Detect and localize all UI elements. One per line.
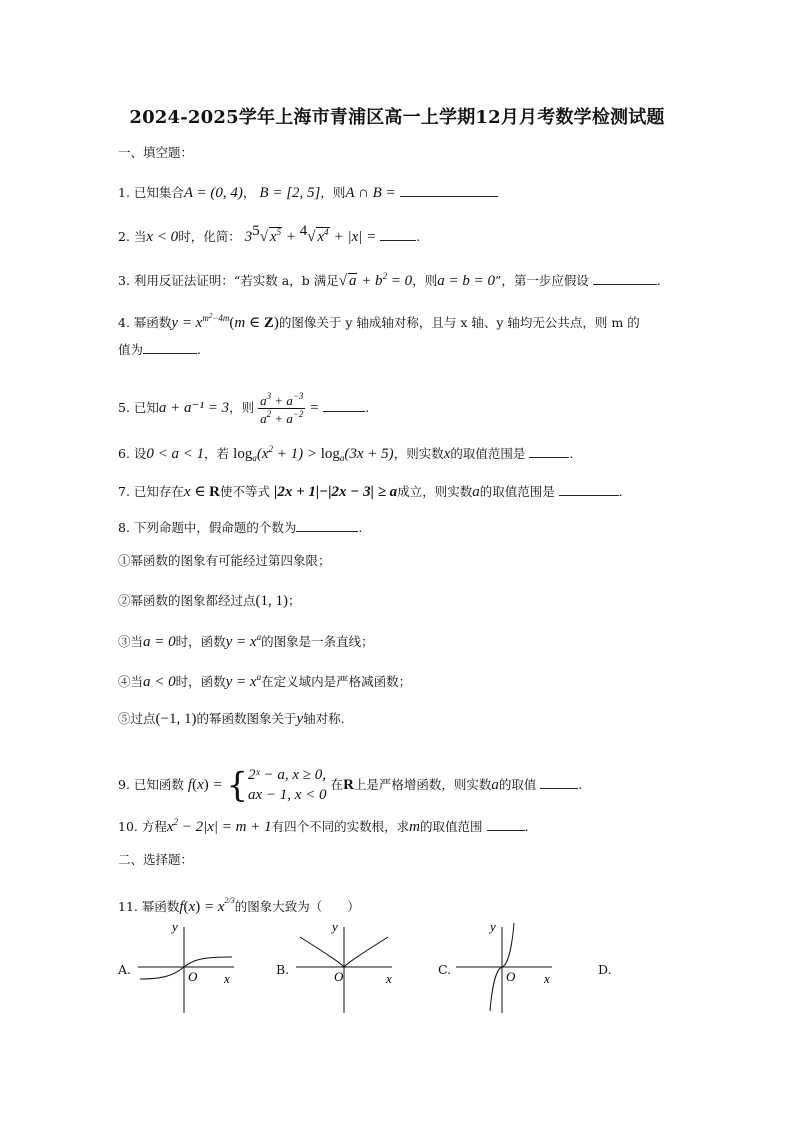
question-6: 6. 设0 < a < 1，若 $\log_a(x^2 + 1) > \log_a(3x + 5)$，则实数x的取值范围是 . xyxy=(118,444,574,463)
section-fill-blank: 一、填空题： xyxy=(118,145,194,160)
statement-3: ③当a = 0时，函数$y = x^a$的图象是一条直线； xyxy=(118,632,374,650)
answer-blank[interactable] xyxy=(380,240,416,241)
answer-blank[interactable] xyxy=(296,531,358,532)
page-title: 2024-2025学年上海市青浦区高一上学期12月月考数学检测试题 xyxy=(129,107,665,128)
statement-4: ④当a < 0时，函数$y = x^a$在定义域内是严格减函数； xyxy=(118,672,412,690)
option-a-label[interactable]: A. xyxy=(118,962,132,977)
y-axis-label: y xyxy=(172,919,178,934)
question-1: 1. 已知集合A = (0, 4)， B = [2, 5]，则A ∩ B = xyxy=(118,186,498,201)
answer-blank[interactable] xyxy=(400,196,498,197)
question-9: 9. 已知函数 f(x) = { 2ˣ − a, x ≥ 0, ax − 1, x < 0 在R上是严格增函数，则实数a的取值 . xyxy=(118,765,583,806)
question-7: 7. 已知存在x ∈ R使不等式 |2x + 1|−|2x − 3| ≥ a成立，则实数a的取值范围是 . xyxy=(118,484,623,500)
curve-left xyxy=(300,937,344,967)
abs-inequality: |2x + 1|−|2x − 3| ≥ a xyxy=(274,484,398,500)
piecewise-function: f(x) = { 2ˣ − a, x ≥ 0, ax − 1, x < 0 xyxy=(187,765,327,806)
question-10: 10. 方程$x^2 - 2|x| = m + 1$有四个不同的实数根，求m的取值范围 . xyxy=(118,817,529,835)
log-inequality: $\log_a(x^2 + 1) > \log_a(3x + 5)$ xyxy=(233,444,394,463)
option-a-graph[interactable] xyxy=(134,917,246,1017)
answer-blank[interactable] xyxy=(593,284,657,285)
question-4-line2: 值为 . xyxy=(118,342,201,357)
option-c-graph[interactable] xyxy=(452,917,564,1017)
option-c-label[interactable]: C. xyxy=(438,962,452,977)
set-a: A = (0, 4) xyxy=(183,185,243,201)
statement-1: ①幂函数的图象有可能经过第四象限； xyxy=(118,553,331,568)
origin-label: O xyxy=(188,969,198,984)
statement-5: ⑤过点(−1, 1)的幂函数图象关于y轴对称. xyxy=(118,711,345,727)
answer-blank[interactable] xyxy=(559,495,619,496)
question-3: 3. 利用反证法证明：“若实数 a，b 满足√ $a + b^2 = 0$，则a = b = 0”，第一步应假设 . xyxy=(118,271,661,289)
origin-label: O xyxy=(334,969,344,984)
question-11: 11. 幂函数$f(x) = x^{2/3}$的图象大致为（ ） xyxy=(118,896,360,915)
y-axis-label: y xyxy=(490,919,496,934)
power-function: $y = x^{m^2-4m}(m$ ∈ Z) xyxy=(171,312,279,331)
curve xyxy=(140,957,232,979)
option-b-label[interactable]: B. xyxy=(276,962,290,977)
answer-blank[interactable] xyxy=(323,411,365,412)
question-5: 5. 已知a + a⁻¹ = 3，则 $\frac{a^3 + a^{-3}}{a^2 + a^{-2}}$ = . xyxy=(118,391,370,426)
answer-blank[interactable] xyxy=(487,830,525,831)
answer-blank[interactable] xyxy=(143,353,197,354)
fraction-expression: $\frac{a^3 + a^{-3}}{a^2 + a^{-2}}$ xyxy=(260,391,304,426)
curve-right xyxy=(344,937,388,967)
x-axis-label: x xyxy=(544,971,550,986)
statement-2: ②幂函数的图象都经过点(1, 1)； xyxy=(118,593,301,609)
option-b-graph[interactable] xyxy=(292,917,404,1017)
set-b: B = [2, 5] xyxy=(259,185,321,201)
answer-blank[interactable] xyxy=(540,788,578,789)
answer-blank[interactable] xyxy=(529,457,569,458)
section-multiple-choice: 二、选择题： xyxy=(118,852,194,867)
option-d-label[interactable]: D. xyxy=(598,962,612,977)
question-2: 2. 当x < 0时，化简： $3^5√$ $x^5 + ^4√$ $x^4 + |x|$ = . xyxy=(118,223,421,245)
intersection-expr: A ∩ B = xyxy=(345,185,396,201)
question-8: 8. 下列命题中，假命题的个数为 . xyxy=(118,520,363,535)
x-axis-label: x xyxy=(386,971,392,986)
y-axis-label: y xyxy=(332,919,338,934)
radical-expression: $3^5√$ $x^5 + ^4√$ $x^4$ xyxy=(244,223,329,245)
origin-label: O xyxy=(506,969,516,984)
question-4: 4. 幂函数$y = x^{m^2-4m}(m$ ∈ Z)的图像关于 y 轴成轴对称，且与 x 轴、y 轴均无公共点，则 m 的 xyxy=(118,312,640,331)
x-axis-label: x xyxy=(224,971,230,986)
